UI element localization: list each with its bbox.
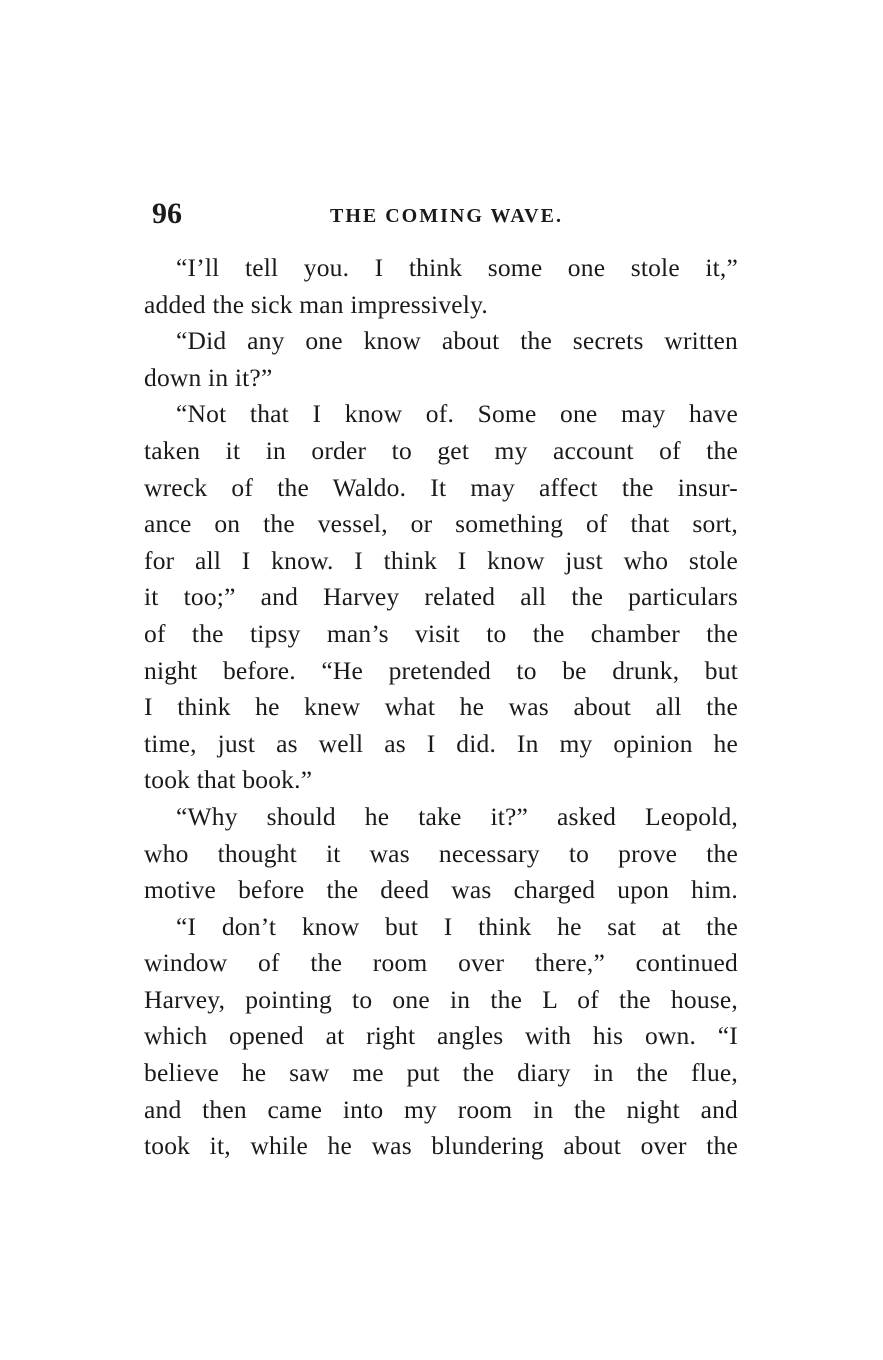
body-text	[144, 250, 738, 1165]
text-line: took it, while he was blundering about over the	[144, 1131, 738, 1161]
text-line: “Why should he take it?” asked Leopold,	[176, 801, 738, 831]
running-title: THE COMING WAVE.	[330, 205, 563, 227]
text-line: and then came into my room in the night and	[144, 1094, 738, 1124]
text-line: motive before the deed was charged upon him.	[144, 875, 738, 905]
text-line: took that book.”	[144, 765, 313, 795]
text-line: down in it?”	[144, 362, 273, 392]
text-line: “Did any one know about the secrets written	[176, 326, 738, 356]
text-line: “Not that I know of. Some one may have	[176, 399, 738, 429]
text-line: of the tipsy man’s visit to the chamber the	[144, 618, 738, 648]
text-line: night before. “He pretended to be drunk, but	[144, 655, 738, 685]
text-line: added the sick man impressively.	[144, 289, 488, 319]
text-line: ance on the vessel, or something of that sort,	[144, 509, 738, 539]
page-header	[150, 196, 740, 236]
text-line: who thought it was necessary to prove the	[144, 838, 738, 868]
page-number: 96	[152, 197, 182, 230]
text-line: time, just as well as I did. In my opinion he	[144, 728, 738, 758]
text-line: which opened at right angles with his own. “I	[144, 1021, 738, 1051]
text-line: believe he saw me put the diary in the flue,	[144, 1058, 738, 1088]
text-line: it too;” and Harvey related all the particulars	[144, 582, 738, 612]
text-line: Harvey, pointing to one in the L of the house,	[144, 984, 738, 1014]
text-line: window of the room over there,” continued	[144, 948, 738, 978]
text-line: wreck of the Waldo. It may affect the insur-	[144, 472, 738, 502]
text-line: “I don’t know but I think he sat at the	[176, 911, 738, 941]
text-line: “I’ll tell you. I think some one stole it,”	[176, 253, 738, 282]
text-line: I think he knew what he was about all the	[144, 692, 738, 722]
text-line: for all I know. I think I know just who stole	[144, 545, 738, 575]
text-line: taken it in order to get my account of the	[144, 435, 738, 465]
